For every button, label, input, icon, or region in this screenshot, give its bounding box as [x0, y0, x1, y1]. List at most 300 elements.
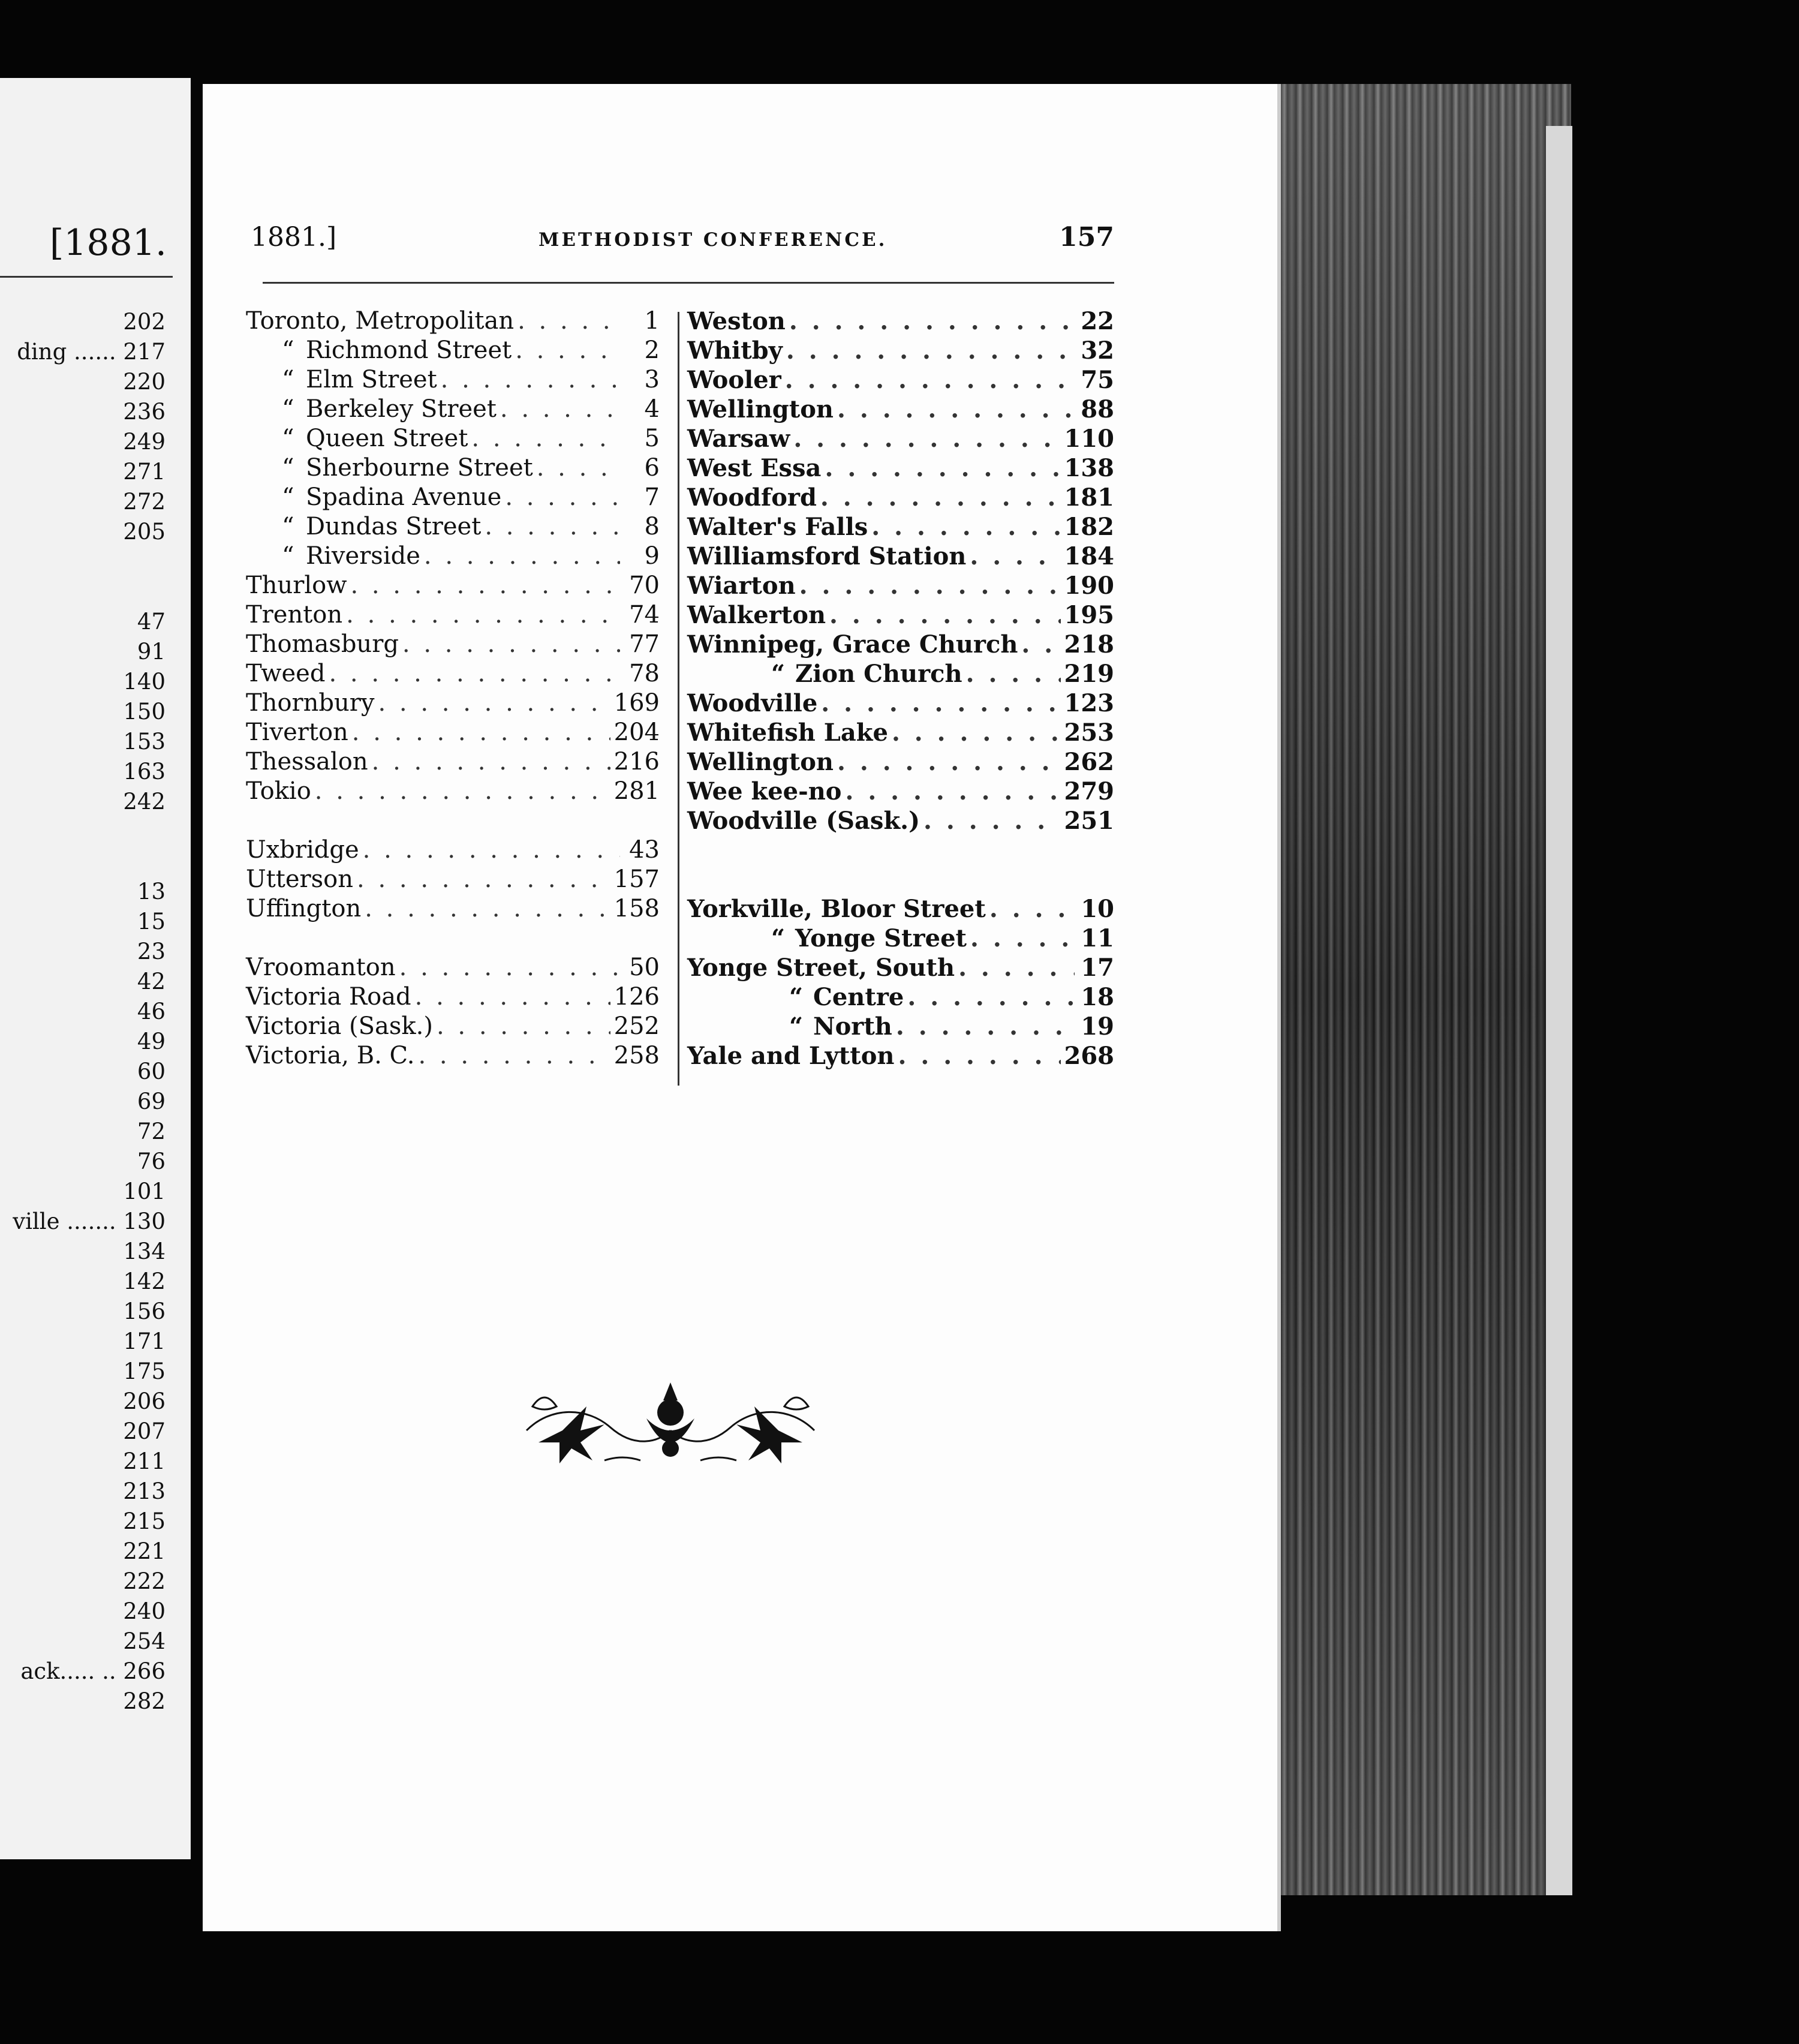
dot-leader	[399, 954, 620, 981]
entry-number: 17	[1081, 954, 1114, 982]
facing-page-entry: 242	[123, 789, 166, 814]
entry-number: 75	[1081, 366, 1114, 394]
entry-name	[687, 1012, 892, 1041]
ditto-mark: “	[282, 395, 294, 423]
facing-page-entry: 60	[137, 1059, 166, 1084]
entry-name	[246, 601, 342, 629]
entry-number: 123	[1064, 689, 1114, 717]
dot-leader	[785, 366, 1075, 394]
entry-label: West Essa	[687, 454, 822, 482]
index-entry	[246, 660, 660, 689]
facing-page-entry: 175	[123, 1358, 166, 1384]
entry-name	[687, 660, 962, 688]
entry-label: Sherbourne Street	[306, 454, 533, 482]
entry-number: 7	[644, 483, 660, 511]
facing-page-entry: 46	[137, 999, 166, 1024]
facing-page-year-header: [1881.	[49, 222, 167, 264]
entry-name	[246, 983, 411, 1011]
index-entry	[246, 454, 660, 483]
entry-label: Tweed	[246, 660, 326, 687]
entry-label: Thurlow	[246, 572, 347, 599]
dot-leader	[898, 1042, 1061, 1070]
entry-label: Tokio	[246, 777, 311, 805]
entry-number: 157	[613, 865, 660, 893]
facing-page-entry: 134	[123, 1239, 166, 1264]
entry-number: 252	[613, 1012, 660, 1040]
entry-label: Whitby	[687, 336, 783, 365]
dot-leader	[537, 454, 620, 482]
entry-number: 204	[613, 719, 660, 746]
entry-number: 195	[1064, 601, 1114, 629]
index-entry	[687, 336, 1114, 366]
index-entry	[687, 630, 1114, 660]
dot-leader	[315, 777, 610, 805]
entry-number: 110	[1064, 425, 1114, 453]
entry-label: Victoria, B. C.	[246, 1042, 415, 1069]
entry-label: Utterson	[246, 865, 354, 893]
entry-name	[687, 630, 1018, 659]
index-column-right	[687, 307, 1114, 1071]
entry-label: Elm Street	[306, 366, 437, 393]
entry-number: 5	[644, 425, 660, 452]
index-entry	[246, 601, 660, 630]
ditto-mark: “	[282, 336, 294, 364]
facing-page-entry: 222	[123, 1568, 166, 1594]
entry-label: Warsaw	[687, 425, 790, 453]
index-entry	[246, 1012, 660, 1042]
index-entry	[687, 924, 1114, 954]
entry-name	[246, 1012, 433, 1040]
entry-number: 218	[1064, 630, 1114, 659]
facing-page-entry: 249	[123, 429, 166, 455]
entry-number: 9	[644, 542, 660, 570]
dot-leader	[789, 307, 1075, 335]
index-entry	[687, 425, 1114, 454]
facing-page-entry: 47	[137, 609, 166, 635]
facing-page-entry: 282	[123, 1688, 166, 1714]
entry-number: 281	[613, 777, 660, 805]
dot-leader	[357, 865, 610, 893]
entry-label: Centre	[813, 983, 904, 1011]
dot-leader	[378, 689, 610, 717]
entry-name	[687, 601, 826, 629]
entry-name	[246, 572, 347, 599]
entry-number: 2	[644, 336, 660, 364]
index-entry	[687, 572, 1114, 601]
entry-name	[687, 572, 796, 600]
index-entry	[687, 307, 1114, 336]
entry-name	[687, 513, 868, 541]
facing-page-entry: 221	[123, 1538, 166, 1564]
ditto-mark: “	[282, 483, 294, 511]
entry-number: 126	[613, 983, 660, 1011]
dot-leader	[329, 660, 620, 687]
index-entry	[687, 983, 1114, 1012]
facing-page-entry: 220	[123, 369, 166, 395]
entry-label: Wee kee-no	[687, 777, 842, 805]
entry-label: Wellington	[687, 395, 834, 423]
entry-name	[246, 366, 437, 393]
dot-leader	[786, 336, 1075, 365]
entry-label: Queen Street	[306, 425, 468, 452]
index-column-left	[246, 307, 660, 1071]
entry-name	[687, 689, 817, 717]
facing-page-entry: 76	[137, 1149, 166, 1174]
entry-name	[246, 689, 375, 717]
index-entry	[246, 865, 660, 895]
entry-name	[246, 395, 497, 423]
entry-name	[687, 983, 904, 1011]
entry-name	[246, 542, 420, 570]
entry-name	[246, 483, 501, 511]
facing-page-entry: 272	[123, 489, 166, 515]
facing-page-entry: 254	[123, 1628, 166, 1654]
index-entry	[687, 542, 1114, 572]
entry-label: Berkeley Street	[306, 395, 497, 423]
entry-number: 10	[1081, 895, 1114, 923]
entry-number: 43	[629, 836, 660, 864]
dot-leader	[970, 924, 1075, 952]
index-entry	[687, 895, 1114, 924]
facing-page-left	[0, 78, 191, 1859]
index-entry	[687, 954, 1114, 983]
dot-leader	[471, 425, 620, 452]
entry-name	[246, 454, 533, 482]
entry-name	[687, 542, 966, 570]
entry-number: 138	[1064, 454, 1114, 482]
entry-label: Yonge Street, South	[687, 954, 955, 982]
entry-name	[246, 630, 399, 658]
book-cover-edge	[1546, 126, 1572, 1895]
page-number: 157	[1059, 222, 1114, 253]
entry-name	[687, 777, 841, 805]
entry-label: Uffington	[246, 895, 362, 922]
entry-name	[687, 954, 955, 982]
entry-name	[687, 924, 967, 952]
entry-number: 88	[1081, 395, 1114, 423]
index-entry	[687, 719, 1114, 748]
facing-page-entry: ville ....... 130	[13, 1209, 166, 1234]
entry-name	[687, 895, 986, 923]
facing-page-entry: 142	[123, 1269, 166, 1294]
entry-name	[687, 719, 888, 747]
dot-leader	[829, 601, 1060, 629]
ditto-mark: “	[282, 513, 294, 540]
facing-page-entry: 140	[123, 669, 166, 695]
facing-page-entry: 215	[123, 1508, 166, 1534]
header-rule	[263, 282, 1114, 284]
entry-label: Winnipeg, Grace Church	[687, 630, 1018, 659]
entry-label: Williamsford Station	[687, 542, 967, 570]
facing-page-entry: 205	[123, 519, 166, 545]
entry-name	[246, 336, 512, 364]
entry-number: 77	[629, 630, 660, 658]
dot-leader	[989, 895, 1075, 923]
entry-name	[246, 307, 514, 335]
dot-leader	[518, 307, 620, 335]
dot-leader	[820, 483, 1061, 512]
entry-number: 11	[1081, 924, 1114, 952]
ditto-mark: “	[282, 366, 294, 393]
entry-name	[246, 895, 361, 922]
entry-label: Uxbridge	[246, 836, 359, 864]
entry-label: Yorkville, Bloor Street	[687, 895, 986, 923]
entry-name	[246, 1042, 414, 1069]
index-entry	[687, 689, 1114, 719]
facing-page-entry: 171	[123, 1328, 166, 1354]
entry-number: 3	[644, 366, 660, 393]
entry-number: 78	[629, 660, 660, 687]
entry-label: Weston	[687, 307, 786, 335]
dot-leader	[437, 1012, 610, 1040]
entry-name	[687, 483, 817, 512]
entry-label: Woodville	[687, 689, 818, 717]
dot-leader	[821, 689, 1060, 717]
entry-name	[687, 454, 821, 482]
dot-leader	[970, 542, 1060, 570]
entry-number: 251	[1064, 807, 1114, 835]
entry-name	[246, 660, 325, 687]
entry-number: 1	[644, 307, 660, 335]
header-year: 1881.]	[251, 222, 337, 253]
entry-label: Thornbury	[246, 689, 375, 717]
dot-leader	[871, 513, 1060, 541]
ditto-mark: “	[282, 425, 294, 452]
dot-leader	[837, 748, 1061, 776]
dot-leader	[1021, 630, 1060, 659]
dot-leader	[966, 660, 1061, 688]
entry-name	[246, 777, 311, 805]
entry-label: Yale and Lytton	[687, 1042, 895, 1070]
index-entry	[246, 777, 660, 807]
index-entry	[687, 660, 1114, 689]
entry-label: Woodford	[687, 483, 817, 512]
entry-label: Wiarton	[687, 572, 796, 600]
dot-leader	[825, 454, 1060, 482]
entry-number: 216	[613, 748, 660, 775]
dot-leader	[402, 630, 620, 658]
dot-leader	[441, 366, 620, 393]
entry-label: Wellington	[687, 748, 834, 776]
facing-page-entry: 240	[123, 1598, 166, 1624]
facing-page-entry: 211	[123, 1448, 166, 1474]
facing-page-entry: 13	[137, 879, 166, 904]
index-entry	[246, 307, 660, 336]
ditto-mark: “	[771, 660, 786, 688]
entry-number: 74	[629, 601, 660, 629]
facing-page-entry: 236	[123, 399, 166, 425]
index-entry	[687, 748, 1114, 777]
dot-leader	[352, 719, 610, 746]
entry-number: 253	[1064, 719, 1114, 747]
index-entry	[246, 513, 660, 542]
index-entry	[246, 395, 660, 425]
entry-number: 190	[1064, 572, 1114, 600]
index-entry	[246, 748, 660, 777]
dot-leader	[958, 954, 1075, 982]
facing-page-entry: 49	[137, 1029, 166, 1054]
dot-leader	[515, 336, 620, 364]
index-entry	[246, 630, 660, 660]
entry-label: Trenton	[246, 601, 343, 629]
entry-number: 22	[1081, 307, 1114, 335]
entry-label: Richmond Street	[306, 336, 512, 364]
facing-page-entry: ding ...... 217	[17, 339, 166, 365]
entry-label: Yonge Street	[795, 924, 967, 952]
header-title: METHODIST CONFERENCE.	[539, 229, 888, 251]
dot-leader	[892, 719, 1061, 747]
entry-name	[687, 748, 834, 776]
entry-number: 18	[1081, 983, 1114, 1011]
dot-leader	[896, 1012, 1075, 1041]
index-entry	[246, 689, 660, 719]
entry-number: 4	[644, 395, 660, 423]
index-entry	[687, 1012, 1114, 1042]
entry-name	[687, 1042, 895, 1070]
entry-name	[687, 336, 783, 365]
index-entry	[246, 954, 660, 983]
dot-leader	[424, 542, 620, 570]
entry-label: Dundas Street	[306, 513, 482, 540]
facing-page-entry: ack..... .. 266	[20, 1658, 166, 1684]
dot-leader	[372, 748, 610, 775]
ditto-mark: “	[282, 454, 294, 482]
index-entry	[687, 483, 1114, 513]
facing-page-entry: 213	[123, 1478, 166, 1504]
entry-name	[246, 865, 353, 893]
dot-leader	[418, 1042, 610, 1069]
entry-name	[246, 719, 348, 746]
index-entry	[246, 983, 660, 1012]
index-entry	[687, 1042, 1114, 1071]
entry-number: 32	[1081, 336, 1114, 365]
dot-leader	[350, 572, 620, 599]
entry-number: 6	[644, 454, 660, 482]
entry-name	[246, 836, 359, 864]
floral-ornament	[515, 1370, 826, 1472]
facing-page-entry: 163	[123, 759, 166, 784]
entry-label: Spadina Avenue	[306, 483, 502, 511]
facing-page-rule	[0, 276, 173, 278]
entry-name	[687, 395, 834, 423]
facing-page-entry: 91	[137, 639, 166, 665]
entry-label: Wooler	[687, 366, 781, 394]
entry-number: 258	[613, 1042, 660, 1069]
ditto-mark: “	[789, 1012, 804, 1041]
blank-line	[687, 836, 1114, 865]
entry-label: Zion Church	[795, 660, 962, 688]
entry-label: Thomasburg	[246, 630, 399, 658]
entry-number: 262	[1064, 748, 1114, 776]
dot-leader	[346, 601, 620, 629]
index-entry	[246, 542, 660, 572]
facing-page-entry: 69	[137, 1089, 166, 1114]
dot-leader	[837, 395, 1075, 423]
index-entry	[687, 807, 1114, 836]
entry-label: Walter's Falls	[687, 513, 868, 541]
facing-page-entry: 271	[123, 459, 166, 485]
dot-leader	[799, 572, 1061, 600]
facing-page-entry: 150	[123, 699, 166, 725]
dot-leader	[500, 395, 620, 423]
facing-page-entry: 23	[137, 939, 166, 964]
index-entry	[687, 513, 1114, 542]
entry-number: 8	[644, 513, 660, 540]
entry-label: Walkerton	[687, 601, 826, 629]
entry-label: Thessalon	[246, 748, 368, 775]
facing-page-entry: 42	[137, 969, 166, 994]
index-entry	[246, 836, 660, 865]
entry-prefix: Toronto,	[246, 307, 356, 335]
index-entry	[687, 454, 1114, 483]
facing-page-entry: 153	[123, 729, 166, 755]
entry-number: 70	[629, 572, 660, 599]
entry-name	[246, 425, 468, 452]
facing-page-entry: 101	[123, 1179, 166, 1204]
entry-label: Woodville (Sask.)	[687, 807, 920, 835]
entry-number: 50	[629, 954, 660, 981]
entry-label: Riverside	[306, 542, 420, 570]
dot-leader	[363, 836, 620, 864]
entry-label: North	[813, 1012, 892, 1041]
index-entry	[246, 895, 660, 924]
entry-number: 268	[1064, 1042, 1114, 1070]
dot-leader	[415, 983, 610, 1011]
facing-page-entry: 156	[123, 1298, 166, 1324]
marbled-page-edge	[1281, 84, 1571, 1895]
index-entry	[246, 483, 660, 513]
dot-leader	[365, 895, 610, 922]
entry-number: 169	[613, 689, 660, 717]
facing-page-entry: 207	[123, 1418, 166, 1444]
entry-name	[687, 425, 790, 453]
entry-label: Tiverton	[246, 719, 348, 746]
dot-leader	[505, 483, 620, 511]
entry-label: Victoria Road	[246, 983, 411, 1011]
index-entry	[246, 719, 660, 748]
dot-leader	[907, 983, 1075, 1011]
facing-page-entry: 72	[137, 1119, 166, 1144]
entry-name	[687, 307, 786, 335]
index-entry	[246, 572, 660, 601]
entry-name	[246, 748, 368, 775]
entry-number: 219	[1064, 660, 1114, 688]
entry-label: Whitefish Lake	[687, 719, 888, 747]
ditto-mark: “	[771, 924, 786, 952]
entry-name	[687, 807, 920, 835]
index-entry	[687, 366, 1114, 395]
index-entry	[246, 425, 660, 454]
entry-number: 19	[1081, 1012, 1114, 1041]
entry-name	[246, 513, 481, 540]
blank-line	[687, 865, 1114, 895]
dot-leader	[923, 807, 1060, 835]
dot-leader	[793, 425, 1060, 453]
ditto-mark: “	[282, 542, 294, 570]
blank-line	[246, 807, 660, 836]
dot-leader	[485, 513, 620, 540]
index-entry	[687, 395, 1114, 425]
entry-name	[687, 366, 781, 394]
facing-page-entry: 15	[137, 909, 166, 934]
entry-number: 181	[1064, 483, 1114, 512]
running-header	[251, 222, 1114, 258]
index-entry	[687, 777, 1114, 807]
index-entry	[687, 601, 1114, 630]
entry-name	[246, 954, 396, 981]
facing-page-entry: 206	[123, 1388, 166, 1414]
dot-leader	[845, 777, 1060, 805]
